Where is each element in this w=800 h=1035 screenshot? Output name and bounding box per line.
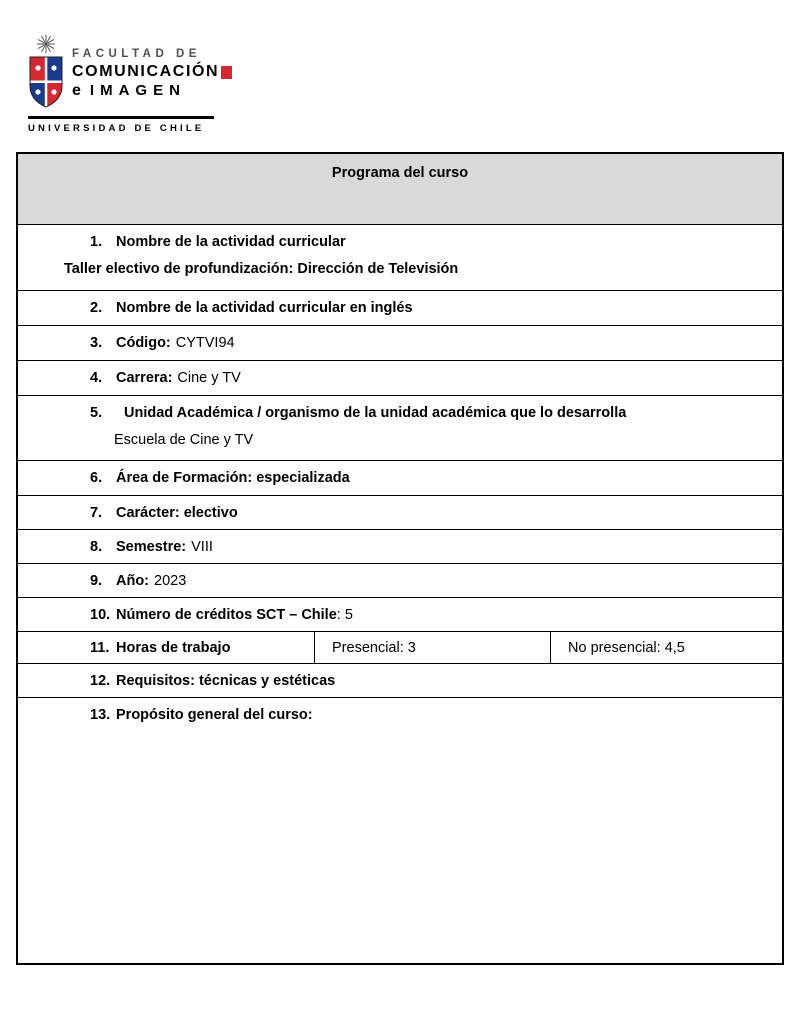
table-title: Programa del curso — [331, 165, 469, 181]
row-label: Carrera: — [116, 370, 173, 386]
row-value: : 5 — [336, 606, 353, 623]
row-label: Propósito general del curso: — [116, 707, 313, 723]
row-label: Área de Formación: especializada — [116, 470, 350, 486]
row-number: 11. — [90, 639, 110, 656]
no-presencial-cell — [550, 632, 782, 663]
row-number: 1. — [90, 234, 103, 250]
row-label: Código: — [116, 335, 171, 351]
row-number: 10. — [90, 606, 111, 623]
row-label: Unidad Académica / organismo de la unidad académica que lo desarrolla — [124, 405, 627, 421]
row-carrera — [18, 360, 782, 395]
row-number: 2. — [90, 300, 103, 316]
presencial-value: Presencial: 3 — [332, 639, 416, 656]
emblem-graphic — [28, 34, 66, 110]
row-horas-trabajo — [18, 631, 782, 663]
row-number: 3. — [90, 335, 103, 351]
sunburst-center — [44, 42, 47, 45]
row-value: Escuela de Cine y TV — [114, 432, 254, 448]
row-unidad-academica — [18, 395, 782, 460]
no-presencial-value: No presencial: 4,5 — [568, 639, 685, 656]
row-nombre-actividad — [18, 224, 782, 290]
row-caracter — [18, 495, 782, 529]
logo-divider — [28, 116, 214, 119]
table-header — [18, 154, 782, 224]
row-proposito — [18, 697, 782, 963]
row-value: CYTVI94 — [175, 335, 235, 351]
row-number: 7. — [90, 504, 103, 521]
row-number: 13. — [90, 707, 111, 723]
faculty-line-3 — [72, 82, 232, 100]
row-value: Cine y TV — [177, 370, 241, 386]
red-accent-square-icon — [221, 66, 232, 79]
faculty-line-1: FACULTAD DE — [72, 48, 201, 60]
row-requisitos — [18, 663, 782, 697]
horas-trabajo-cell — [18, 632, 314, 663]
faculty-name — [72, 34, 232, 100]
faculty-line-2-text: COMUNICACIÓN — [72, 63, 220, 80]
row-label: Horas de trabajo — [116, 639, 231, 656]
row-number: 4. — [90, 370, 103, 386]
row-area-formacion — [18, 460, 782, 495]
row-number: 6. — [90, 470, 103, 486]
row-semestre — [18, 529, 782, 563]
row-label: Nombre de la actividad curricular en inglés — [116, 300, 413, 316]
row-label: Nombre de la actividad curricular — [116, 234, 346, 250]
row-label: Año: — [116, 572, 150, 589]
university-emblem — [28, 34, 66, 110]
row-value: VIII — [191, 538, 213, 555]
row-number: 8. — [90, 538, 103, 555]
row-label: Carácter: electivo — [116, 504, 238, 521]
faculty-line-2 — [72, 63, 232, 81]
course-program-table — [16, 152, 784, 965]
row-label: Semestre: — [116, 538, 187, 555]
row-number: 12. — [90, 672, 111, 689]
row-number: 5. — [90, 405, 103, 421]
row-label: Número de créditos SCT – Chile — [116, 606, 337, 623]
row-label: Requisitos: técnicas y estéticas — [116, 672, 336, 689]
row-codigo — [18, 325, 782, 360]
row-number: 9. — [90, 572, 103, 589]
row-ano — [18, 563, 782, 597]
row-creditos — [18, 597, 782, 631]
university-logo — [28, 34, 218, 134]
faculty-line-3-text: IMAGEN — [89, 82, 186, 99]
university-name: UNIVERSIDAD DE CHILE — [28, 123, 205, 134]
row-nombre-ingles — [18, 290, 782, 325]
faculty-line-3-e: e — [72, 82, 81, 99]
course-name-value: Taller electivo de profundización: Dirección de Televisión — [64, 261, 459, 277]
row-value: 2023 — [154, 572, 187, 589]
presencial-cell — [314, 632, 550, 663]
